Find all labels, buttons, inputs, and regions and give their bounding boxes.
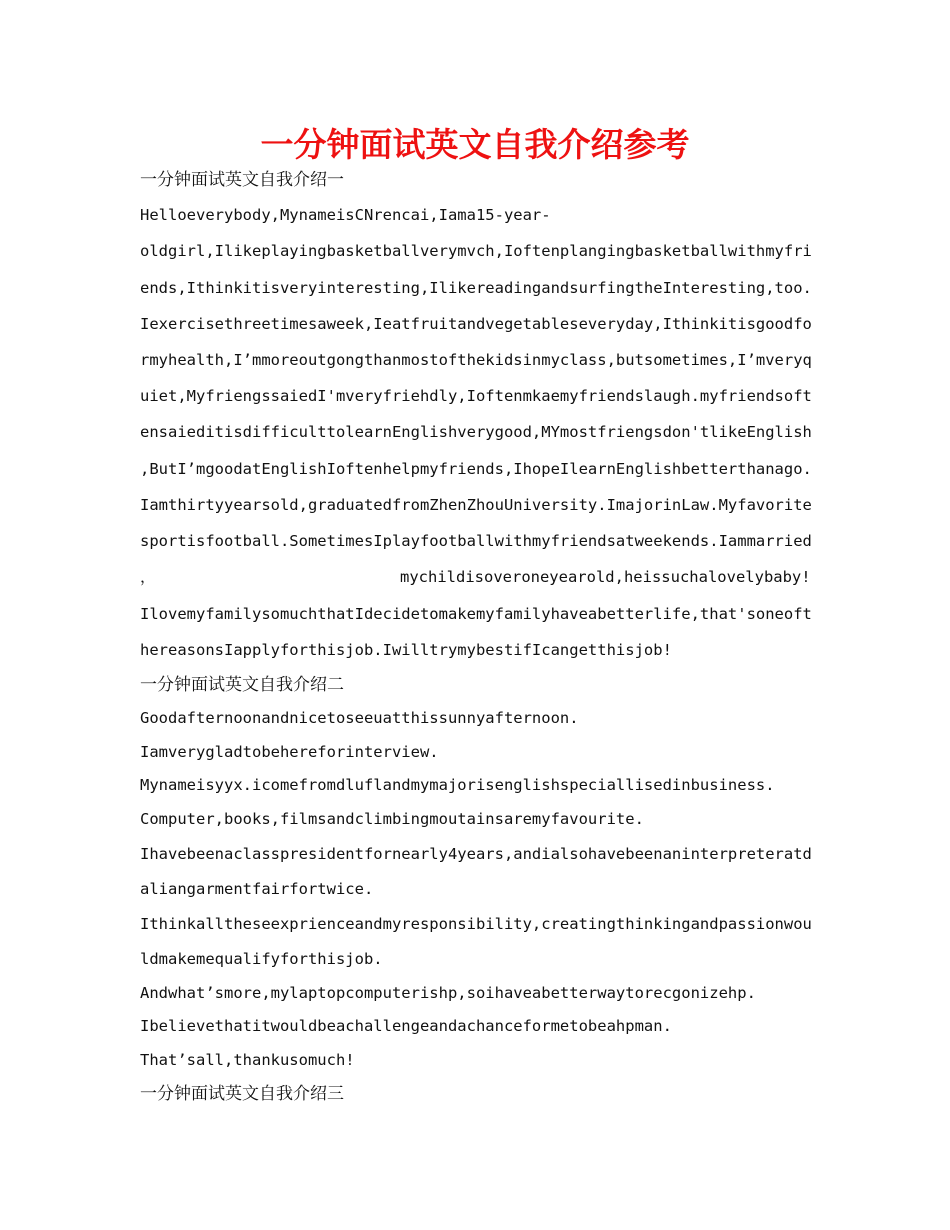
text-line: Iexercisethreetimesaweek,Ieatfruitandvegetableseveryday,Ithinkitisgoodfo — [140, 315, 812, 333]
text-line: ends,Ithinkitisveryinteresting,IlikereadingandsurfingtheInteresting,too. — [140, 279, 812, 297]
text-line: Andwhat’smore,mylaptopcomputerishp,soihaveabetterwaytorecgonizehp. — [140, 984, 756, 1002]
document-body — [140, 163, 812, 1111]
document-title: 一分钟面试英文自我介绍参考 — [260, 125, 690, 164]
text-line: oldgirl,Ilikeplayingbasketballverymvch,Ioftenplangingbasketballwithmyfri — [140, 242, 812, 260]
text-line: Helloeverybody,MynameisCNrencai,Iama15-year- — [140, 206, 551, 224]
section-heading: 一分钟面试英文自我介绍三 — [140, 1084, 344, 1104]
text-line: That’sall,thankusomuch! — [140, 1051, 355, 1069]
text-line: Ibelievethatitwouldbeachallengeandachanceformetobeahpman. — [140, 1017, 672, 1035]
text-line: sportisfootball.SometimesIplayfootballwithmyfriendsatweekends.Iammarried — [140, 532, 812, 550]
text-line: Goodafternoonandnicetoseeuatthissunnyafternoon. — [140, 709, 579, 727]
section-heading: 一分钟面试英文自我介绍二 — [140, 675, 344, 695]
text-line: Mynameisyyx.icomefromdluflandmymajorisenglishspeciallisedinbusiness. — [140, 776, 775, 794]
text-line: rmyhealth,I’mmoreoutgongthanmostofthekidsinmyclass,butsometimes,I’mveryq — [140, 351, 812, 369]
text-line: hereasonsIapplyforthisjob.IwilltrymybestifIcangetthisjob! — [140, 641, 672, 659]
text-line: IlovemyfamilysomuchthatIdecidetomakemyfamilyhaveabetterlife,that'soneoft — [140, 605, 812, 623]
text-line: ,ButI’mgoodatEnglishIoftenhelpmyfriends,IhopeIlearnEnglishbetterthanago. — [140, 460, 812, 478]
text-line-rest: mychildisoveroneyearold,heissuchalovelybaby! — [400, 568, 811, 586]
text-line: uiet,MyfriengssaiedI'mveryfriehdly,Ioftenmkaemyfriendslaugh.myfriendsoft — [140, 387, 812, 405]
text-line: aliangarmentfairfortwice. — [140, 880, 374, 898]
text-line: ensaieditisdifficulttolearnEnglishverygood,MYmostfriengsdon'tlikeEnglish — [140, 423, 812, 441]
text-line: Computer,books,filmsandclimbingmoutainsaremyfavourite. — [140, 810, 644, 828]
text-line: Iamthirtyyearsold,graduatedfromZhenZhouUniversity.ImajorinLaw.Myfavorite — [140, 496, 812, 514]
text-line-comma: ， — [140, 568, 156, 586]
text-line: Ihavebeenaclasspresidentfornearly4years,andialsohavebeenaninterpreteratd — [140, 845, 812, 863]
text-line — [140, 559, 812, 596]
text-line: Ithinkalltheseexprienceandmyresponsibility,creatingthinkingandpassionwou — [140, 915, 812, 933]
text-line: Iamverygladtobehereforinterview. — [140, 743, 439, 761]
section-heading: 一分钟面试英文自我介绍一 — [140, 170, 344, 190]
text-line: ldmakemequalifyforthisjob. — [140, 950, 383, 968]
